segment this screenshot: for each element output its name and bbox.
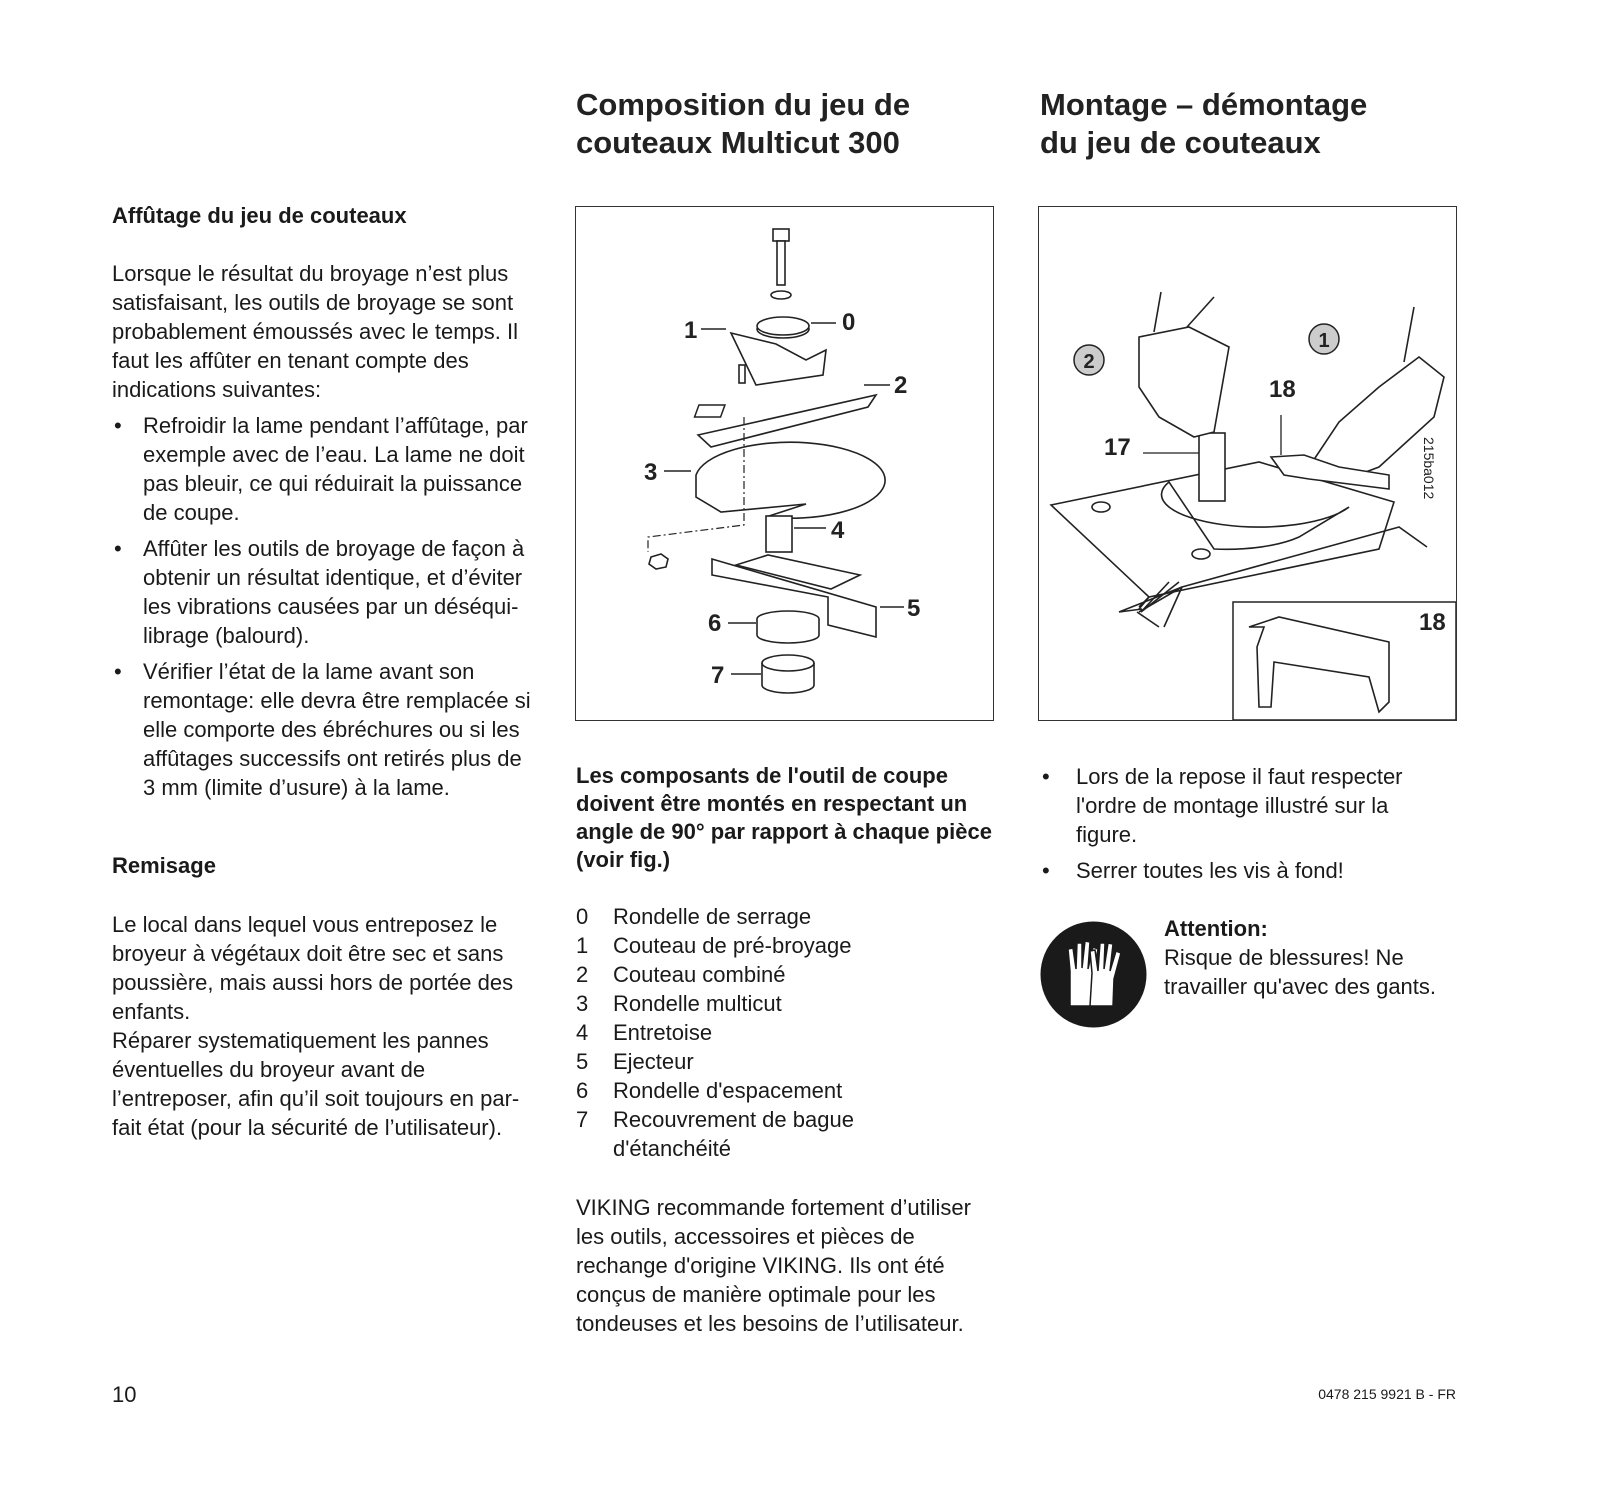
inset-label-18: 18 <box>1419 609 1446 636</box>
figure-code: 215ba012 <box>1421 437 1437 500</box>
mounting-drawing <box>1039 207 1456 720</box>
parts-list-item <box>576 1018 1001 1047</box>
washer-small <box>771 291 791 299</box>
list-item: • Refroidir la lame pendant l’affûtage, par exemple avec de l’eau. La lame ne doit pas bleuir, ce qui réduirait la puissance de coupe. <box>112 411 537 527</box>
part-number: 5 <box>576 1049 589 1074</box>
section-title-sharpening: Affûtage du jeu de couteaux <box>112 203 407 228</box>
multicut-disc <box>696 442 885 518</box>
label-2: 2 <box>894 372 908 399</box>
screw <box>739 365 745 383</box>
part-number: 3 <box>576 991 589 1016</box>
middle-text <box>576 762 1001 1338</box>
part-number: 4 <box>576 1020 589 1045</box>
part-label: Rondelle de serrage <box>613 904 812 929</box>
viking-recommendation: VIKING recommande fortement d’utiliser les outils, accessoires et pièces de rechange d'origine VIKING. Ils ont été conçus de manière optimale pour les tondeuses et les besoins de l’utilisateur. <box>576 1195 971 1336</box>
heading-line: du jeu de couteaux <box>1040 125 1321 160</box>
label-5: 5 <box>907 595 921 622</box>
part-label: Rondelle d'espacement <box>613 1078 843 1103</box>
list-item: • Lors de la repose il faut respecter l'ordre de montage illustré sur la figure. <box>1040 762 1450 849</box>
section-title-storage: Remisage <box>112 853 216 878</box>
label-4: 4 <box>831 517 845 544</box>
bolt-shaft <box>777 241 785 285</box>
right-text <box>1040 762 1450 892</box>
heading-line: Composition du jeu de <box>576 87 911 122</box>
label-18: 18 <box>1269 376 1296 403</box>
label-0: 0 <box>842 309 856 336</box>
part-label: Ejecteur <box>613 1049 694 1074</box>
storage-p1: Le local dans lequel vous entreposez le broyeur à végétaux doit être sec et sans poussière, mais aussi hors de portée des enfants. <box>112 912 514 1024</box>
parts-list-item <box>576 960 1001 989</box>
list-item: • Vérifier l’état de la lame avant son remontage: elle devra être remplacée si elle comporte des ébréchures ou si les affûtages successifs ont retirés plus de 3 mm (limite d’usure) à la lame. <box>112 657 537 802</box>
parts-list-item <box>576 1047 1001 1076</box>
sharpening-list <box>112 411 537 802</box>
step-1-label: 1 <box>1318 330 1330 352</box>
part-label: Rondelle multicut <box>613 991 782 1016</box>
page-number: 10 <box>112 1382 137 1407</box>
parts-list-item <box>576 931 1001 960</box>
socket-wrench-17 <box>1199 433 1225 501</box>
heading-line: Montage – démontage <box>1040 87 1368 122</box>
parts-list-item <box>576 1076 1001 1105</box>
part-number: 6 <box>576 1078 589 1103</box>
parts-list-item <box>576 902 1001 931</box>
step-2-label: 2 <box>1083 351 1095 373</box>
mounting-figure <box>1038 206 1457 721</box>
nut <box>649 554 668 569</box>
sharpening-intro: Lorsque le résultat du broyage n’est plus satisfaisant, les outils de broyage se sont probablement émoussés avec le temps. Il faut les affûter en tenant compte des indications suivantes: <box>112 261 518 402</box>
left-column <box>112 202 537 1142</box>
warning-title: Attention: <box>1164 916 1268 941</box>
bolt-head <box>773 229 789 241</box>
label-6: 6 <box>708 610 722 637</box>
parts-list <box>576 902 1001 1163</box>
part-number: 1 <box>576 933 589 958</box>
exploded-view-drawing <box>576 207 993 720</box>
spacer <box>766 516 792 552</box>
assembly-note: Les composants de l'outil de coupe doivent être montés en respectant un angle de 90° par rapport à chaque pièce (voir fig.) <box>576 763 992 872</box>
heading-line: couteaux Multicut 300 <box>576 125 900 160</box>
right-heading <box>1040 86 1470 162</box>
warning-text: Risque de blessures! Ne travailler qu'avec des gants. <box>1164 945 1437 999</box>
gloved-hand-left <box>1139 327 1229 437</box>
part-label: Recouvrement de bague d'étanchéité <box>613 1107 854 1161</box>
mounting-list <box>1040 762 1450 885</box>
combined-blade <box>698 395 876 447</box>
list-item: • Affûter les outils de broyage de façon à obtenir un résultat identique, et d’éviter les vibrations causées par un déséquilibrage (balourd). <box>112 534 537 650</box>
storage-p2: Réparer systematiquement les pannes éventuelles du broyeur avant de l’entreposer, afin qu’il soit toujours en parfait état (pour la sécurité de l’utilisateur). <box>112 1028 520 1140</box>
warning-box <box>1040 915 1440 1001</box>
middle-heading <box>576 86 1006 162</box>
label-1: 1 <box>684 317 698 344</box>
part-label: Couteau de pré-broyage <box>613 933 852 958</box>
part-number: 2 <box>576 962 589 987</box>
document-code: 0478 215 9921 B - FR <box>1318 1386 1456 1402</box>
part-number: 0 <box>576 904 589 929</box>
label-7: 7 <box>711 662 725 689</box>
label-17: 17 <box>1104 434 1131 461</box>
label-3: 3 <box>644 459 658 486</box>
part-label: Entretoise <box>613 1020 713 1045</box>
parts-list-item <box>576 989 1001 1018</box>
part-label: Couteau combiné <box>613 962 786 987</box>
parts-list-item <box>576 1105 1001 1163</box>
list-item: • Serrer toutes les vis à fond! <box>1040 856 1450 885</box>
gloves-icon <box>1040 921 1147 1028</box>
part-number: 7 <box>576 1107 589 1132</box>
exploded-view-figure <box>575 206 994 721</box>
